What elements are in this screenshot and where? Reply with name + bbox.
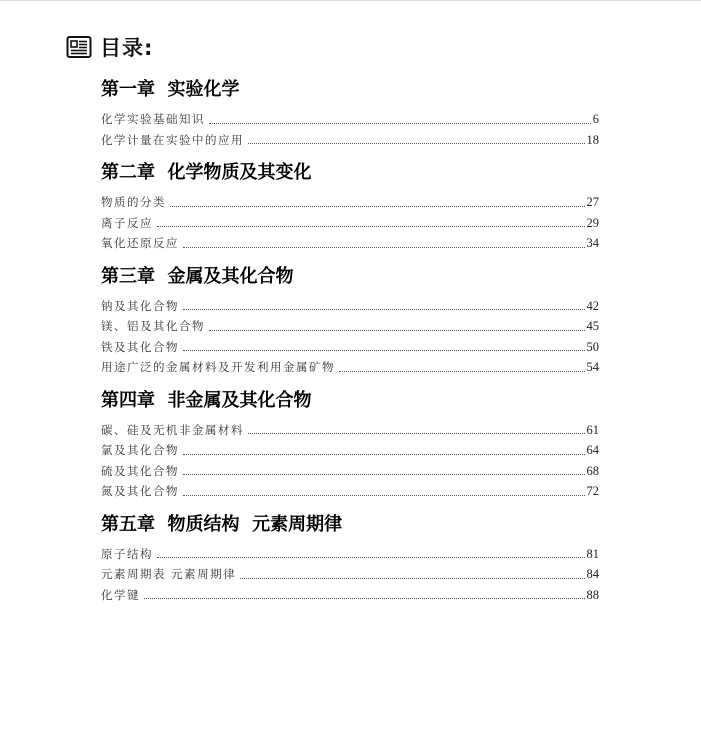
chapter-title[interactable]: 第四章 非金属及其化合物 bbox=[101, 389, 312, 411]
toc-entry[interactable] bbox=[101, 130, 599, 151]
entry-label: 硫及其化合物 bbox=[101, 463, 179, 478]
chapter-title[interactable]: 第二章 化学物质及其变化 bbox=[101, 162, 312, 183]
entry-label: 钠及其化合物 bbox=[101, 298, 179, 313]
toc-entry[interactable] bbox=[101, 420, 599, 441]
entry-label: 化学计量在实验中的应用 bbox=[101, 132, 244, 147]
entry-page: 34 bbox=[586, 236, 599, 250]
chapter-title[interactable]: 第三章 金属及其化合物 bbox=[101, 265, 294, 287]
entry-page: 29 bbox=[586, 215, 599, 230]
entry-page: 64 bbox=[586, 443, 599, 457]
entry-label: 氯及其化合物 bbox=[101, 443, 179, 457]
toc-entry[interactable] bbox=[101, 544, 599, 565]
entry-page: 68 bbox=[586, 463, 599, 478]
toc-entry[interactable] bbox=[101, 357, 599, 378]
entry-page: 72 bbox=[586, 484, 599, 498]
dot-leader bbox=[248, 433, 585, 434]
toc-entry[interactable] bbox=[101, 337, 599, 358]
entry-label: 物质的分类 bbox=[101, 195, 166, 209]
dot-leader bbox=[209, 330, 585, 331]
entry-label: 元素周期表 元素周期律 bbox=[101, 567, 237, 581]
dot-leader bbox=[339, 371, 585, 372]
toc-entry[interactable] bbox=[101, 461, 599, 482]
entry-label: 离子反应 bbox=[101, 215, 153, 230]
dot-leader bbox=[157, 226, 585, 227]
entry-label: 化学实验基础知识 bbox=[101, 112, 205, 126]
toc-entry[interactable] bbox=[101, 213, 599, 234]
entry-page: 42 bbox=[586, 298, 599, 313]
entry-label: 用途广泛的金属材料及开发利用金属矿物 bbox=[101, 360, 335, 374]
entry-page: 6 bbox=[592, 112, 599, 126]
dot-leader bbox=[183, 247, 585, 248]
toc-entry[interactable] bbox=[101, 440, 599, 461]
chapter-4 bbox=[101, 387, 599, 502]
entry-page: 54 bbox=[586, 360, 599, 374]
chapter-3 bbox=[101, 263, 599, 378]
chapter-title[interactable]: 第五章 物质结构 元素周期律 bbox=[101, 513, 343, 535]
entry-label: 铁及其化合物 bbox=[101, 339, 179, 354]
entry-page: 88 bbox=[586, 587, 599, 602]
newspaper-icon bbox=[66, 34, 92, 60]
entry-label: 原子结构 bbox=[101, 546, 153, 561]
dot-leader bbox=[183, 454, 585, 455]
toc-entry[interactable] bbox=[101, 233, 599, 254]
dot-leader bbox=[248, 143, 585, 144]
dot-leader bbox=[240, 578, 584, 579]
toc-entry[interactable] bbox=[101, 109, 599, 130]
table-of-contents bbox=[101, 76, 599, 614]
entry-label: 镁、铝及其化合物 bbox=[101, 319, 205, 333]
dot-leader bbox=[144, 598, 585, 599]
entry-page: 50 bbox=[586, 339, 599, 354]
toc-title: 目录: bbox=[100, 36, 154, 60]
entry-page: 18 bbox=[586, 132, 599, 147]
dot-leader bbox=[209, 123, 591, 124]
dot-leader bbox=[170, 206, 585, 207]
toc-entry[interactable] bbox=[101, 564, 599, 585]
entry-label: 碳、硅及无机非金属材料 bbox=[101, 422, 244, 437]
chapter-5 bbox=[101, 511, 599, 606]
entry-label: 化学键 bbox=[101, 587, 140, 602]
entry-page: 27 bbox=[586, 195, 599, 209]
entry-page: 61 bbox=[586, 422, 599, 437]
entry-label: 氮及其化合物 bbox=[101, 484, 179, 498]
dot-leader bbox=[157, 557, 585, 558]
dot-leader bbox=[183, 495, 585, 496]
chapter-1 bbox=[101, 76, 599, 150]
dot-leader bbox=[183, 350, 585, 351]
entry-label: 氧化还原反应 bbox=[101, 236, 179, 250]
entry-page: 81 bbox=[586, 546, 599, 561]
chapter-2 bbox=[101, 159, 599, 254]
toc-entry[interactable] bbox=[101, 585, 599, 606]
chapter-title[interactable]: 第一章 实验化学 bbox=[101, 79, 240, 100]
dot-leader bbox=[183, 309, 585, 310]
toc-header bbox=[66, 33, 153, 61]
entry-page: 84 bbox=[586, 567, 599, 581]
dot-leader bbox=[183, 474, 585, 475]
toc-entry[interactable] bbox=[101, 296, 599, 317]
toc-entry[interactable] bbox=[101, 316, 599, 337]
toc-entry[interactable] bbox=[101, 481, 599, 502]
top-divider bbox=[0, 0, 701, 1]
toc-entry[interactable] bbox=[101, 192, 599, 213]
entry-page: 45 bbox=[586, 319, 599, 333]
